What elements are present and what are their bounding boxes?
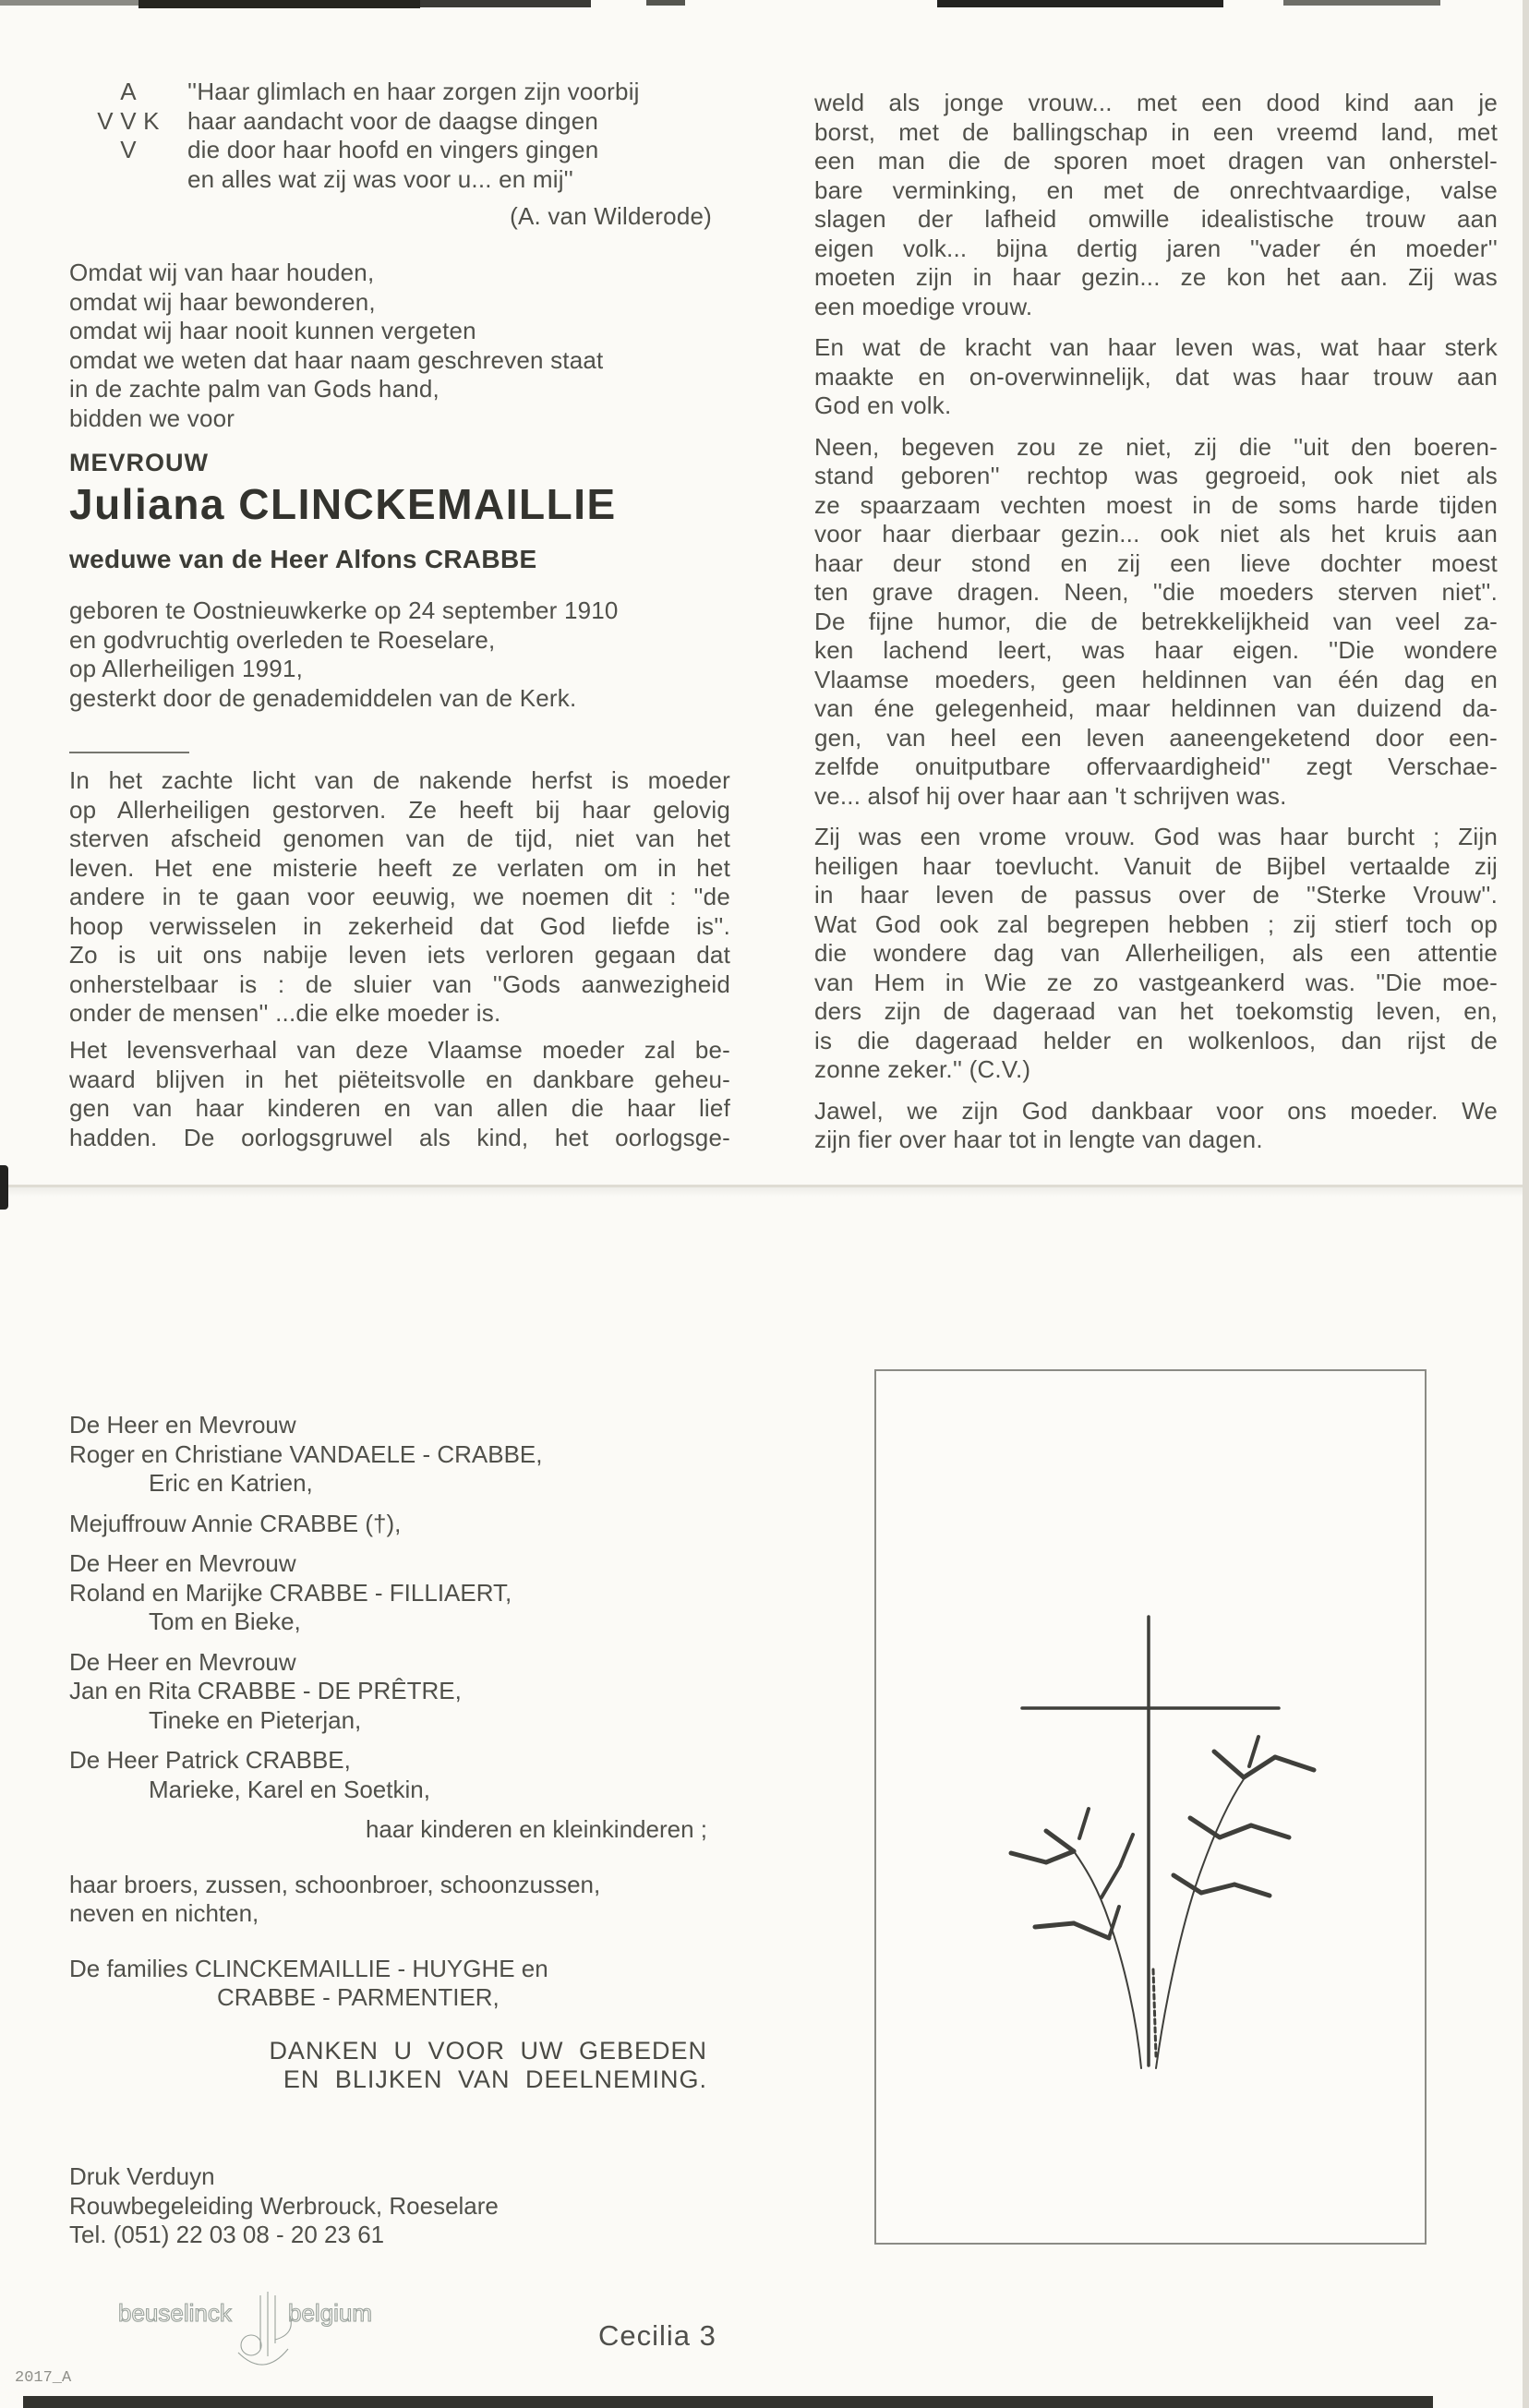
memorial-paragraph: [814, 1097, 1498, 1155]
paragraph-line: In het zachte licht van de nakende herfst is moeder: [69, 766, 730, 794]
scan-artifact: [0, 0, 138, 6]
family-line: Eric en Katrien,: [149, 1469, 313, 1497]
dedication-line: omdat wij haar bewonderen,: [69, 287, 376, 316]
family-line: Roger en Christiane VANDAELE - CRABBE,: [69, 1439, 543, 1468]
dedication-line: Omdat wij van haar houden,: [69, 259, 375, 286]
life-line: geboren te Oostnieuwkerke op 24 september 1910: [69, 596, 619, 624]
family-group: [69, 1510, 730, 1539]
paragraph-line: Zo is uit ons nabije leven iets verloren gegaan dat: [69, 941, 730, 969]
paragraph-line: waard blijven in het piëteitsvolle en dankbare geheu-: [69, 1065, 730, 1093]
paragraph-line: eigen volk... bijna dertig jaren ''vader én moeder'': [814, 234, 1498, 262]
memorial-paragraph: [814, 333, 1498, 421]
epigraph-initials: [69, 78, 187, 232]
paragraph-line: een moedige vrouw.: [814, 292, 1033, 320]
paragraph-line: voor haar dierbaar gezin... ook niet als het kruis aan: [814, 520, 1498, 548]
paragraph-line: En wat de kracht van haar leven was, wat haar sterk: [814, 333, 1498, 361]
epigraph-line: haar aandacht voor de daagse dingen: [187, 106, 599, 135]
family-line: Jan en Rita CRABBE - DE PRÊTRE,: [69, 1677, 462, 1704]
memorial-paragraph: [814, 823, 1498, 1085]
scan-artifact: [23, 2396, 1433, 2408]
life-line: en godvruchtig overleden te Roeselare,: [69, 625, 496, 654]
family-group: [69, 1411, 730, 1499]
paragraph-line: leven. Het ene misterie heeft ze verlaten om in het: [69, 853, 730, 882]
life-line: op Allerheiligen 1991,: [69, 655, 304, 682]
memorial-paragraph: [814, 433, 1498, 812]
family-group: [69, 1746, 730, 1804]
dedication-line: omdat we weten dat haar naam geschreven staat: [69, 345, 604, 374]
family-line: Tom en Bieke,: [149, 1607, 301, 1635]
epigraph-attribution: (A. van Wilderode): [510, 202, 712, 230]
family-line: De Heer Patrick CRABBE,: [69, 1746, 351, 1774]
paragraph-line: ken lachend leert, was haar eigen. ''Die wondere: [814, 636, 1498, 664]
family-line: CRABBE - PARMENTIER,: [217, 1983, 500, 2011]
family-group: [69, 1871, 730, 1929]
cross-with-grass-sprig-icon: [876, 1371, 1425, 2243]
scan-artifact: [1283, 0, 1440, 6]
epigraph-line: die door haar hoofd en vingers gingen: [187, 136, 599, 163]
memorial-paragraph: [814, 89, 1498, 321]
series-label: Cecilia 3: [598, 2319, 716, 2352]
paragraph-line: ders zijn de dageraad van het toekomstig leven, en,: [814, 997, 1498, 1025]
dedication: [69, 259, 730, 433]
paragraph-line: een man die de sporen moet dragen van onherstel-: [814, 147, 1498, 175]
dedication-line: in de zachte palm van Gods hand,: [69, 375, 439, 403]
family-line: haar broers, zussen, schoonbroer, schoonzussen,: [69, 1870, 601, 1898]
family-closing-line: haar kinderen en kleinkinderen ;: [365, 1815, 707, 1843]
paragraph-line: bare verminking, en met de onrechtvaardige, valse: [814, 175, 1498, 204]
epigraph-initial: V: [120, 136, 137, 163]
paragraph-line: haar deur stond en zij een lieve dochter moest: [814, 548, 1498, 577]
paragraph-line: in haar leven de passus over de ''Sterke Vrouw''.: [814, 881, 1498, 909]
paragraph-line: gen van haar kinderen en van allen die haar lief: [69, 1094, 730, 1122]
thanks-line: EN BLIJKEN VAN DEELNEMING.: [283, 2065, 707, 2093]
family-line: De Heer en Mevrouw: [69, 1647, 296, 1676]
epigraph-initial: A: [120, 78, 137, 105]
brand-logo-text-right: belgium: [288, 2299, 373, 2327]
family-section: [69, 1411, 730, 2095]
epigraph-quote: [187, 78, 730, 232]
paragraph-line: op Allerheiligen gestorven. Ze heeft bij haar gelovig: [69, 795, 730, 824]
life-line: gesterkt door de genademiddelen van de Kerk.: [69, 683, 577, 712]
paragraph-line: Vlaamse moeders, geen heldinnen van één dag en: [814, 665, 1498, 693]
family-line: Mejuffrouw Annie CRABBE (†),: [69, 1509, 402, 1537]
family-group: [69, 1648, 730, 1736]
family-group: [69, 1549, 730, 1637]
paragraph-line: hadden. De oorlogsgruwel als kind, het oorlogsge-: [69, 1123, 730, 1151]
brand-logo-mark-icon: [238, 2292, 291, 2365]
paragraph-line: andere in te gaan voor eeuwig, we noemen dit : ''de: [69, 883, 730, 910]
family-line: Marieke, Karel en Soetkin,: [149, 1775, 430, 1803]
paragraph-line: Wat God ook zal begrepen hebben ; zij stierf toch op: [814, 909, 1498, 938]
fold-crease-shadow: [0, 1187, 1529, 1197]
paragraph-line: Het levensverhaal van deze Vlaamse moeder zal be-: [69, 1036, 730, 1064]
paragraph-line: ten grave dragen. Neen, ''die moeders sterven niet''.: [814, 578, 1498, 606]
paragraph-line: slagen der lafheid omwille idealistische trouw aan: [814, 205, 1498, 233]
scan-code: 2017_A: [15, 2369, 72, 2387]
deceased-title: MEVROUW: [69, 449, 209, 476]
paragraph-line: zijn fier over haar tot in lengte van dagen.: [814, 1126, 1263, 1153]
family-line: De families CLINCKEMAILLIE - HUYGHE en: [69, 1954, 548, 1982]
scan-artifact: [0, 1165, 8, 1210]
paragraph-line: heiligen haar toevlucht. Vanuit de Bijbel vertaalde zij: [814, 851, 1498, 880]
paragraph-line: onherstelbaar is : de sluier van ''Gods aanwezigheid: [69, 969, 730, 998]
family-group: [69, 1955, 730, 2013]
epigraph-line: en alles wat zij was voor u... en mij'': [187, 164, 573, 193]
printer-credit: [69, 2162, 730, 2250]
brand-logo-text-left: beuselinck: [118, 2299, 232, 2327]
family-line: Tineke en Pieterjan,: [149, 1705, 362, 1734]
paragraph-line: stand geboren'' rechtop was gegroeid, ook niet als: [814, 462, 1498, 489]
paragraph-line: van éne gelegenheid, maar heldinnen van duizend da-: [814, 694, 1498, 722]
dedication-line: bidden we voor: [69, 403, 235, 432]
dedication-line: omdat wij haar nooit kunnen vergeten: [69, 317, 476, 344]
paragraph-line: Jawel, we zijn God dankbaar voor ons moeder. We: [814, 1096, 1498, 1125]
family-line: De Heer en Mevrouw: [69, 1549, 296, 1577]
memorial-paragraph: [69, 766, 730, 1029]
separator-rule: [69, 752, 189, 753]
family-line: Roland en Marijke CRABBE - FILLIAERT,: [69, 1578, 512, 1607]
memorial-artwork-frame: [874, 1369, 1427, 2245]
epigraph-initial: V V K: [97, 106, 160, 135]
paragraph-line: Zij was een vrome vrouw. God was haar burcht ; Zijn: [814, 823, 1498, 850]
memorial-text-right: [814, 89, 1498, 1167]
scan-artifact: [646, 0, 685, 6]
printer-line: Rouwbegeleiding Werbrouck, Roeselare: [69, 2191, 499, 2220]
paragraph-line: hoop verwisselen in zekerheid dat God liefde is''.: [69, 911, 730, 940]
deceased-relation: weduwe van de Heer Alfons CRABBE: [69, 545, 537, 573]
paragraph-line: De fijne humor, die de betrekkelijkheid van veel za-: [814, 607, 1498, 635]
epigraph-line: ''Haar glimlach en haar zorgen zijn voorbij: [187, 78, 640, 105]
printer-line: Druk Verduyn: [69, 2162, 215, 2190]
brand-logo: [116, 2292, 393, 2389]
scan-artifact: [420, 0, 591, 7]
thanks-line: DANKEN U VOOR UW GEBEDEN: [269, 2036, 707, 2065]
paragraph-line: sterven afscheid genomen van de tijd, niet van het: [69, 825, 730, 852]
paragraph-line: zelfde onuitputbare offervaardigheid'' zegt Verschae-: [814, 752, 1498, 780]
paragraph-line: van Hem in Wie ze zo vastgeankerd was. ''Die moe-: [814, 968, 1498, 996]
family-line: neven en nichten,: [69, 1899, 259, 1927]
paragraph-line: is die dageraad helder en wolkenloos, dan rijst de: [814, 1026, 1498, 1054]
family-line: De Heer en Mevrouw: [69, 1411, 296, 1439]
paragraph-line: die wondere dag van Allerheiligen, als een attentie: [814, 939, 1498, 967]
paragraph-line: maakte en on-overwinnelijk, dat was haar trouw aan: [814, 362, 1498, 391]
paragraph-line: moeten zijn in haar gezin... ze kon het aan. Zij was: [814, 263, 1498, 291]
printer-line: Tel. (051) 22 03 08 - 20 23 61: [69, 2221, 385, 2248]
paragraph-line: Neen, begeven zou ze niet, zij die ''uit den boeren-: [814, 432, 1498, 461]
deceased-name: Juliana CLINCKEMAILLIE: [69, 480, 617, 528]
paragraph-line: zonne zeker.'' (C.V.): [814, 1055, 1031, 1083]
memorial-paragraph: [69, 1036, 730, 1152]
life-dates: [69, 596, 730, 713]
paragraph-line: onder de mensen'' ...die elke moeder is.: [69, 999, 501, 1027]
paragraph-line: weld als jonge vrouw... met een dood kind aan je: [814, 89, 1498, 116]
paragraph-line: God en volk.: [814, 391, 952, 419]
scan-artifact: [138, 0, 420, 8]
paragraph-line: borst, met de ballingschap in een vreemd land, met: [814, 117, 1498, 146]
paragraph-line: ve... alsof hij over haar aan 't schrijven was.: [814, 781, 1287, 810]
scan-artifact: [937, 0, 1223, 7]
scan-artifact: [1523, 0, 1529, 2408]
paragraph-line: gen, van heel een leven aaneengeketend door een-: [814, 723, 1498, 752]
epigraph: [69, 78, 730, 232]
paragraph-line: ze spaarzaam vechten moest in de soms harde tijden: [814, 490, 1498, 519]
